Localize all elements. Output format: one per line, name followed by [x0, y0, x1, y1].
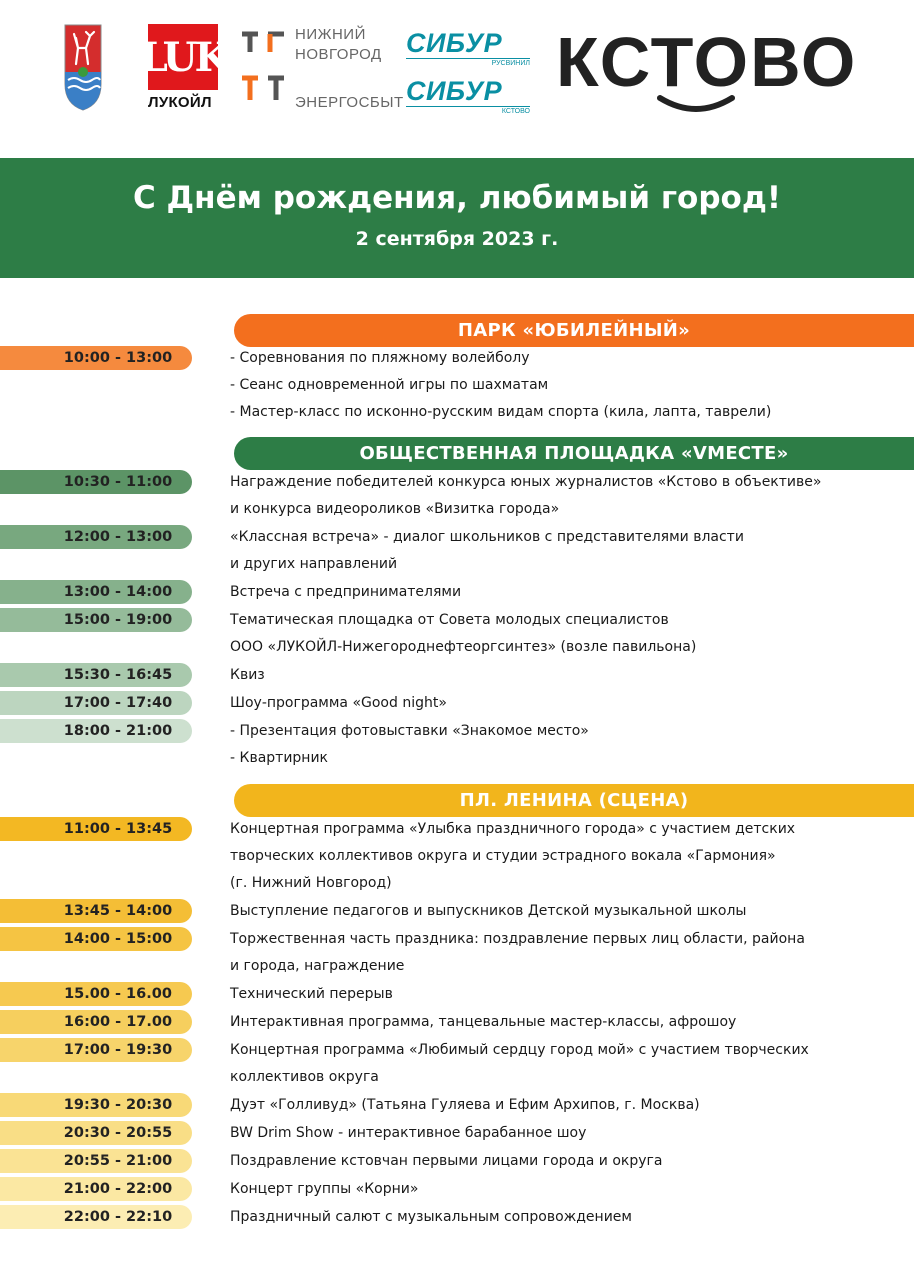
- time-badge: 16:00 - 17.00: [0, 1010, 192, 1034]
- time-badge: 14:00 - 15:00: [0, 927, 192, 951]
- schedule-line: Дуэт «Голливуд» (Татьяна Гуляева и Ефим Архипов, г. Москва): [230, 1097, 700, 1113]
- sibur-kstovo-logo: [406, 76, 536, 116]
- time-badge: 13:00 - 14:00: [0, 580, 192, 604]
- sibur-sub: РУСВИНИЛ: [406, 58, 530, 67]
- schedule-line: BW Drim Show - интерактивное барабанное шоу: [230, 1125, 587, 1141]
- schedule-line: творческих коллективов округа и студии эстрадного вокала «Гармония»: [230, 848, 776, 864]
- schedule-line: Концертная программа «Улыбка праздничного города» с участием детских: [230, 821, 796, 837]
- schedule-line: Торжественная часть праздника: поздравление первых лиц области, района: [230, 931, 805, 947]
- schedule-line: Выступление педагогов и выпускников Детской музыкальной школы: [230, 903, 747, 919]
- schedule-line: Тематическая площадка от Совета молодых специалистов: [230, 612, 669, 628]
- title-banner: [0, 158, 914, 278]
- sibur-sub: КСТОВО: [406, 106, 530, 115]
- lukoil-name: ЛУКОЙЛ: [148, 94, 212, 111]
- section-header-park: ПАРК «ЮБИЛЕЙНЫЙ»: [234, 314, 914, 347]
- event-date: 2 сентября 2023 г.: [355, 228, 559, 250]
- sibur-word: СИБУР: [406, 28, 503, 58]
- nn-line2: НОВГОРОД: [295, 46, 382, 63]
- schedule-line: - Сеанс одновременной игры по шахматам: [230, 377, 549, 393]
- schedule-line: Технический перерыв: [230, 986, 393, 1002]
- section-header-lenin-square: ПЛ. ЛЕНИНА (СЦЕНА): [234, 784, 914, 817]
- time-badge: 15.00 - 16.00: [0, 982, 192, 1006]
- schedule-line: и конкурса видеороликов «Визитка города»: [230, 501, 560, 517]
- schedule-line: коллективов округа: [230, 1069, 379, 1085]
- sibur-rusvinil-logo: [406, 28, 536, 68]
- schedule-line: Встреча с предпринимателями: [230, 584, 462, 600]
- schedule-line: - Квартирник: [230, 750, 329, 766]
- time-badge: 20:30 - 20:55: [0, 1121, 192, 1145]
- time-badge: 15:30 - 16:45: [0, 663, 192, 687]
- page-title: С Днём рождения, любимый город!: [133, 180, 781, 216]
- kstovo-wave-icon: [556, 22, 852, 118]
- time-badge: 10:00 - 13:00: [0, 346, 192, 370]
- schedule-line: - Мастер-класс по исконно-русским видам спорта (кила, лапта, таврели): [230, 404, 772, 420]
- time-badge: 12:00 - 13:00: [0, 525, 192, 549]
- schedule-line: и других направлений: [230, 556, 398, 572]
- sponsor-logos: [0, 0, 914, 140]
- time-badge: 11:00 - 13:45: [0, 817, 192, 841]
- lukoil-logo: [139, 24, 227, 112]
- section-header-vmeste: ОБЩЕСТВЕННАЯ ПЛОЩАДКА «VМЕСТЕ»: [234, 437, 914, 470]
- kstovo-logo: [556, 22, 858, 118]
- time-badge: 22:00 - 22:10: [0, 1205, 192, 1229]
- time-badge: 10:30 - 11:00: [0, 470, 192, 494]
- energo-name: ЭНЕРГОСБЫТ: [295, 94, 404, 111]
- schedule-line: - Презентация фотовыставки «Знакомое место»: [230, 723, 589, 739]
- schedule-line: Концерт группы «Корни»: [230, 1181, 419, 1197]
- schedule-line: Поздравление кстовчан первыми лицами города и округа: [230, 1153, 663, 1169]
- time-badge: 21:00 - 22:00: [0, 1177, 192, 1201]
- schedule-line: «Классная встреча» - диалог школьников с представителями власти: [230, 529, 744, 545]
- schedule-line: ООО «ЛУКОЙЛ-Нижегороднефтеоргсинтез» (возле павильона): [230, 639, 697, 655]
- nizhny-novgorod-energosbyt-logo: [240, 26, 404, 116]
- time-badge: 19:30 - 20:30: [0, 1093, 192, 1117]
- time-badge: 13:45 - 14:00: [0, 899, 192, 923]
- nn-line1: НИЖНИЙ: [295, 26, 366, 43]
- kstovo-word: КСТОВО: [556, 23, 858, 101]
- schedule-line: Квиз: [230, 667, 265, 683]
- schedule-line: Награждение победителей конкурса юных журналистов «Кстово в объективе»: [230, 474, 822, 490]
- sibur-word: СИБУР: [406, 76, 503, 106]
- time-badge: 15:00 - 19:00: [0, 608, 192, 632]
- lukoil-mark: LUK: [148, 24, 218, 90]
- schedule-line: Праздничный салют с музыкальным сопровождением: [230, 1209, 632, 1225]
- tt-icon: [240, 26, 290, 116]
- schedule-line: - Соревнования по пляжному волейболу: [230, 350, 530, 366]
- time-badge: 18:00 - 21:00: [0, 719, 192, 743]
- schedule-line: Интерактивная программа, танцевальные мастер-классы, афрошоу: [230, 1014, 737, 1030]
- time-badge: 17:00 - 19:30: [0, 1038, 192, 1062]
- coat-of-arms-icon: [64, 24, 102, 111]
- schedule-line: (г. Нижний Новгород): [230, 875, 392, 891]
- schedule-line: Концертная программа «Любимый сердцу город мой» с участием творческих: [230, 1042, 809, 1058]
- time-badge: 17:00 - 17:40: [0, 691, 192, 715]
- schedule-line: Шоу-программа «Good night»: [230, 695, 447, 711]
- time-badge: 20:55 - 21:00: [0, 1149, 192, 1173]
- schedule-line: и города, награждение: [230, 958, 405, 974]
